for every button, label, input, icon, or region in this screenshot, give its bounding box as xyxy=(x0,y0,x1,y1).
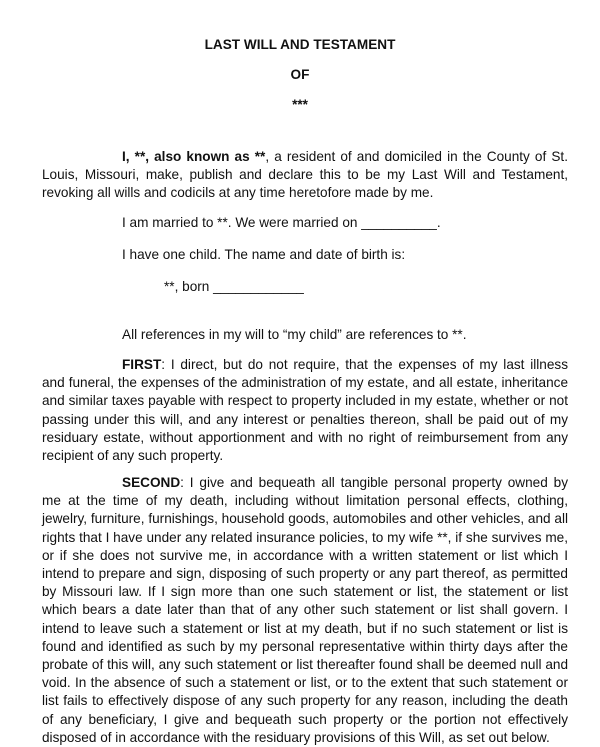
intro-bold-lead: I, **, also known as ** xyxy=(122,149,266,164)
child-born-line: **, born ____________ xyxy=(164,279,304,294)
married-paragraph: I am married to **. We were married on __________. xyxy=(122,215,441,230)
document-title: LAST WILL AND TESTAMENT xyxy=(204,37,396,52)
document-of: OF xyxy=(290,67,310,82)
first-article-text: : I direct, but do not require, that the expenses of my last illness and funeral, the expenses of the administration of my estate, and all estate, inheritance and similar taxes payable with respect to property included in my estate, whether or not passing under this will, and any interest or penalties thereon, shall be paid out of my residuary estate, without apportionment and with no right of reimbursement from any recipient of any such property. xyxy=(42,357,568,464)
intro-paragraph xyxy=(42,148,568,203)
references-paragraph: All references in my will to “my child” are references to **. xyxy=(122,327,467,342)
second-article-text: : I give and bequeath all tangible personal property owned by me at the time of my death, including without limitation personal effects, clothing, jewelry, furniture, furnishings, household goods, automobiles and other vehicles, and all rights that I have under any related insurance policies, to my wife **, if she survives me, or if she does not survive me, in accordance with a written statement or list which I intend to prepare and sign, disposing of such property or any part thereof, as permitted by Missouri law. If I sign more than one such statement or list, the statement or list which bears a date later than that of any other such statement or list shall govern. I intend to leave such a statement or list at my death, but if no such statement or list is found and identified as such by my personal representative within thirty days after the probate of this will, any such statement or list thereafter found shall be deemed null and void. In the absence of such a statement or list, or to the extent that such statement or list fails to effectively dispose of any such property for any reason, including the death of any beneficiary, I give and bequeath such property or the portion not effectively disposed of in accordance with the residuary provisions of this Will, as set out below. xyxy=(42,475,568,745)
testator-name-placeholder: *** xyxy=(292,97,308,112)
first-article-paragraph xyxy=(42,356,568,465)
intro-text: , a resident of and domiciled in the County of St. Louis, Missouri, make, publish and declare this to be my Last Will and Testament, revoking all wills and codicils at any time heretofore made by me. xyxy=(42,149,568,201)
second-article-paragraph xyxy=(42,474,568,747)
first-article-label: FIRST xyxy=(122,357,162,372)
child-paragraph: I have one child. The name and date of birth is: xyxy=(122,247,406,262)
second-article-label: SECOND xyxy=(122,475,181,490)
